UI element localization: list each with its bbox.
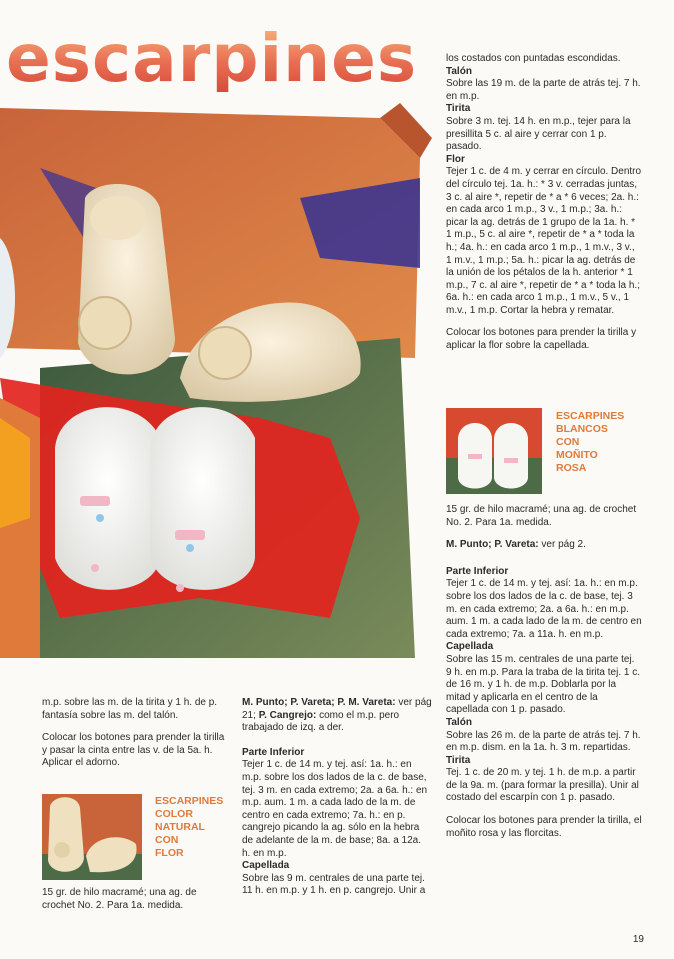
flor-heading: Flor [446,153,465,165]
intro-text: los costados con puntadas escondidas. [446,53,621,64]
left-p1: m.p. sobre las m. de la tirita y 1 h. de p. fantasía sobre las m. del talón. [42,697,218,721]
capellada-text-mid: Sobre las 9 m. centrales de una parte tej. 11 h. en m.p. y 1 h. en p. cangrejo. Unir a [242,872,426,897]
cangrejo-text: como el m.p. pero trabajado de izq. a der. [242,709,400,734]
puntos-label-right: M. Punto; P. Vareta: [446,539,539,551]
tirita-heading: Tirita [446,103,471,115]
puntos-label-mid: M. Punto; P. Vareta; P. M. Vareta: [242,697,396,708]
parte-inferior-text-mid: Tejer 1 c. de 14 m. y tej. así: 1a. h.: en m.p. sobre los dos lados de la c. de base, tej. 3 m. en cada extremo; 2a. a 6a. h.: en m.p. aum. 1 m. a cada lado de la m. de centro en cada extremo; 7a. h.: en p. cangrejo picando la ag. sólo en la hebra de adelante de la m. de base; 8a. a 12a. h. en m.p. [242,759,428,859]
left-p2: Colocar los botones para prender la tirilla y pasar la cinta entre las v. de la 5a. h. Aplicar el adorno. [42,732,225,769]
puntos-text-right: ver pág 2. [541,539,586,551]
page-number: 19 [632,934,644,945]
right-column-lower [446,504,642,850]
materials-natural: 15 gr. de hilo macramé; una ag. de crochet No. 2. Para 1a. medida. [42,887,197,911]
talon2-text: Sobre las 26 m. de la parte de atrás tej. 7 h. en m.p. dism. en la 1a. h. 3 m. repartidas. [446,729,641,754]
caption-white-booties: ESCARPINES BLANCOS CON MOÑITO ROSA [556,410,625,474]
botones-text: Colocar los botones para prender la tirilla y aplicar la flor sobre la capellada. [446,327,637,352]
puntos-text-mid: ver pág 21; [242,697,432,721]
talon-heading: Talón [446,65,472,77]
final-text: Colocar los botones para prender la tirilla, el moñito rosa y las florcitas. [446,815,642,839]
page-title: escarpines [6,20,418,97]
caption-natural-booties: ESCARPINES COLOR NATURAL CON FLOR [155,795,224,859]
tirita2-heading: Tirita [446,754,471,766]
parte-inferior-heading-mid: Parte Inferior [242,746,305,758]
middle-bottom-column [242,697,432,898]
parte-inferior-text-right: Tejer 1 c. de 14 m. y tej. así: 1a. h.: en m.p. sobre los dos lados de la c. de base, tej. 3 m. en cada extremo; 2a. a 6a. h.: en m.p. aum. 1 m. a cada lado de la m. de centro en cada extremo; 7a. a 11a. h. en m.p. [446,578,642,640]
parte-inferior-heading-right: Parte Inferior [446,565,509,577]
flor-text: Tejer 1 c. de 4 m. y cerrar en círculo. Dentro del círculo tej. 1a. h.: * 3 v. cerradas juntas, 3 c. al aire *, repetir de * a * 6 veces; 2a. h.: en cada arco 1 m.p., 3 v., 1 m.p.; 3a. h.: picar la ag. detrás de 1 grupo de la 1a. h. * 1 m.p., 5 c. al aire *, repetir de * a * toda la h.; 4a. h.: en cada arco 1 m.p., 1 m.v., 3 v., 1 m.v., 1 m.p.; 5a. h.: picar la ag. detrás de la unión de los pétalos de la h. anterior * 1 m.p., 7 c. al aire *, repetir de * a * toda la h.; 6a. h.: en cada arco 1 m.p., 1 m.v., 5 v., 1 m.v., 1 m.p. Cortar la hebra y rematar. [446,166,642,316]
tirita-text: Sobre 3 m. tej. 14 h. en m.p., tejer para la presillita 5 c. al aire y cerrar con 1 p. pasado. [446,115,631,153]
main-photo [0,98,432,683]
talon2-heading: Talón [446,716,472,728]
right-column [446,53,642,363]
capellada-text-right: Sobre las 15 m. centrales de una parte tej. 9 h. en m.p. Para la traba de la tirita tej. 1 c. de 16 m. y 1 h. de m.p. Doblarla por la mitad y aplicarla en el centro de la capellada con 1 p. pasado. [446,653,640,716]
talon-text: Sobre las 19 m. de la parte de atrás tej. 7 h. en m.p. [446,78,641,102]
cangrejo-label: P. Cangrejo: [258,709,317,721]
left-bottom-column [42,697,230,780]
capellada-heading-right: Capellada [446,641,494,653]
thumbnail-natural-booties [42,794,142,880]
capellada-heading-mid: Capellada [242,860,290,872]
thumbnail-white-booties [446,408,542,494]
materials-white: 15 gr. de hilo macramé; una ag. de crochet No. 2. Para 1a. medida. [446,504,637,528]
tirita2-text: Tej. 1 c. de 20 m. y tej. 1 h. de m.p. a partir de la 9a. m. (para formar la presilla). Unir al costado del escarpín con 1 p. pasado. [446,767,639,804]
